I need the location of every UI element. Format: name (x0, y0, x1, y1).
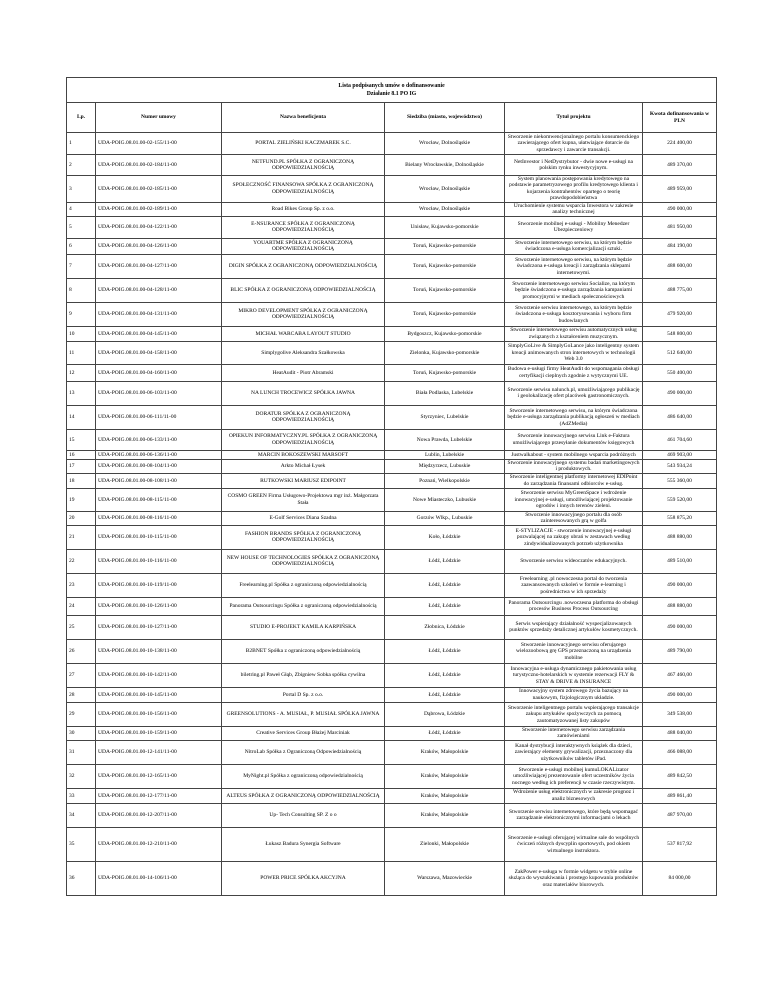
cell-lp: 16 (67, 450, 96, 459)
cell-siedziba: Łódź, Łódzkie (385, 726, 505, 740)
cell-numer-umowy: UDA-POIG.08.01.00-08-104/11-00 (96, 459, 222, 473)
cell-siedziba: Bydgoszcz, Kujawsko-pomorskie (385, 326, 505, 341)
cell-beneficjent: YOUARTME SPÓŁKA Z OGRANICZONĄ ODPOWIEDZIALNOŚCIĄ (222, 238, 385, 254)
cell-tytul: System planowania postępowania kredytowego na podstawie parametryzowego profilu kredytowego klienta i kojarzenia kontrahentów opartego o teorię prawdopodobieństwa (505, 176, 643, 203)
cell-lp: 4 (67, 202, 96, 216)
cell-beneficjent: MIKRO DEVELOPMENT SPÓŁKA Z OGRANICZONĄ ODPOWIEDZIALNOŚCIĄ (222, 302, 385, 326)
cell-beneficjent: COSMO GREEN Firma Usługowo-Projektowa mgr inż. Małgorzata Stała (222, 488, 385, 511)
cell-tytul: Stworzenie e-usługi mobilnej kumuLOKALizator umożliwiającej prezentowanie ofert uczestników życia nocnego według ich preferencji w czasie rzeczywistym. (505, 764, 643, 788)
cell-tytul: Stworzenie serwisu wideoczatów edukacyjnych. (505, 549, 643, 573)
table-row (67, 764, 717, 788)
cell-beneficjent: POWER PRICE SPÓŁKA AKCYJNA (222, 861, 385, 895)
cell-lp: 29 (67, 702, 96, 726)
table-row (67, 364, 717, 381)
cell-beneficjent: NETFUND.PL SPÓŁKA Z OGRANICZONĄ ODPOWIEDZIALNOŚCIĄ (222, 155, 385, 176)
cell-tytul: Wdrożenie usług elektronicznych w zakresie prognoz i analiz biznesowych (505, 788, 643, 803)
cell-numer-umowy: UDA-POIG.08.01.00-06-111/11-00 (96, 405, 222, 429)
cell-kwota: 559 520,00 (643, 488, 717, 511)
cell-tytul: Stworzenie innowacyjnego portalu dla osób zainteresowanych grą w golfa (505, 511, 643, 525)
header-siedziba: Siedziba (miasto, województwo) (385, 103, 505, 133)
cell-siedziba: Toruń, Kujawsko-pomorskie (385, 364, 505, 381)
cell-lp: 20 (67, 511, 96, 525)
table-row (67, 663, 717, 687)
cell-siedziba: Warszawa, Mazowieckie (385, 861, 505, 895)
table-row (67, 615, 717, 639)
cell-lp: 13 (67, 381, 96, 405)
cell-beneficjent: DORATUR SPÓŁKA Z OGRANICZONĄ ODPOWIEDZIALNOŚCIĄ (222, 405, 385, 429)
cell-beneficjent: PORTAL ZIELIŃSKI KACZMAREK S.C. (222, 133, 385, 155)
cell-siedziba: Nowe Miasteczko, Lubuskie (385, 488, 505, 511)
cell-kwota: 467 460,00 (643, 663, 717, 687)
cell-beneficjent: DIGIN SPÓŁKA Z OGRANICZONĄ ODPOWIEDZIALNOŚCIĄ (222, 254, 385, 278)
cell-tytul: Stworzenie internetowego serwisu, na którym będzie świadczona e-usługa komercjalizacji sztuki. (505, 238, 643, 254)
cell-numer-umowy: UDA-POIG.08.01.00-10-142/11-00 (96, 663, 222, 687)
cell-numer-umowy: UDA-POIG.08.01.00-08-116/11-00 (96, 511, 222, 525)
table-row (67, 827, 717, 861)
cell-lp: 5 (67, 216, 96, 238)
cell-numer-umowy: UDA-POIG.08.01.00-04-122/11-00 (96, 216, 222, 238)
cell-kwota: 489 959,00 (643, 176, 717, 203)
cell-tytul: Justwalkabout - system mobilnego wsparcia podróżnych (505, 450, 643, 459)
table-row (67, 238, 717, 254)
cell-kwota: 489 861,40 (643, 788, 717, 803)
cell-siedziba: Toruń, Kujawsko-pomorskie (385, 238, 505, 254)
cell-lp: 34 (67, 803, 96, 827)
cell-kwota: 489 842,50 (643, 764, 717, 788)
cell-siedziba: Wrocław, Dolnośląskie (385, 202, 505, 216)
cell-tytul: Stworzenie internetowego serwisu, na którym świadczona będzie e-usługa zarządzania publikacją ogłoszeń w mediach (AdZMedia) (505, 405, 643, 429)
cell-kwota: 488 600,00 (643, 254, 717, 278)
table-row (67, 511, 717, 525)
cell-siedziba: Styrzyniec, Lubelskie (385, 405, 505, 429)
cell-tytul: Uruchomienie systemu wsparcia Inwestora w zakresie analizy technicznej (505, 202, 643, 216)
cell-siedziba: Wrocław, Dolnośląskie (385, 176, 505, 203)
cell-numer-umowy: UDA-POIG.08.01.00-02-184/11-00 (96, 155, 222, 176)
cell-kwota: 543 934,24 (643, 459, 717, 473)
cell-siedziba: Złobnica, Łódzkie (385, 615, 505, 639)
cell-siedziba: Toruń, Kujawsko-pomorskie (385, 278, 505, 302)
cell-lp: 26 (67, 639, 96, 663)
cell-kwota: 490 000,00 (643, 615, 717, 639)
cell-siedziba: Gorzów Wlkp., Lubuskie (385, 511, 505, 525)
cell-kwota: 84 000,00 (643, 861, 717, 895)
cell-numer-umowy: UDA-POIG.08.01.00-10-156/11-00 (96, 702, 222, 726)
cell-beneficjent: Łukasz Badura Synergia Software (222, 827, 385, 861)
cell-tytul: Stworzenie mobilnej e-usługi - Mobilny Menedzer Ubezpieczeniowy (505, 216, 643, 238)
table-row (67, 176, 717, 203)
cell-lp: 21 (67, 525, 96, 549)
cell-beneficjent: Road Bikes Group Sp. z o.o. (222, 202, 385, 216)
cell-numer-umowy: UDA-POIG.08.01.00-04-160/11-00 (96, 364, 222, 381)
cell-beneficjent: MICHAŁ WARCABA LAYOUT STUDIO (222, 326, 385, 341)
cell-numer-umowy: UDA-POIG.08.01.00-02-185/11-00 (96, 176, 222, 203)
cell-beneficjent: Creative Services Group Błażej Marciniak (222, 726, 385, 740)
cell-lp: 12 (67, 364, 96, 381)
cell-tytul: E-STYLIZACJE - stworzenie innowacyjnej e-usługi pozwalającej na zakupy ubrań w zestawach według zindywidualizowanych potrzeb użytkownika (505, 525, 643, 549)
cell-beneficjent: B2BNET Spółka z ograniczoną odpowiedzialnością (222, 639, 385, 663)
cell-tytul: Innowacyjna e-usługa dynamicznego pakietowania usług turystyczno-hotelarskich w systemie rezerwacji FLY & STAY & DRIVE & INSURANCE (505, 663, 643, 687)
cell-numer-umowy: UDA-POIG.08.01.00-12-165/11-00 (96, 764, 222, 788)
table-row (67, 459, 717, 473)
cell-lp: 24 (67, 597, 96, 615)
table-row (67, 473, 717, 488)
cell-beneficjent: GREENSOLUTIONS - A. MUSIAŁ, P. MUSIAŁ SPÓŁKA JAWNA (222, 702, 385, 726)
cell-kwota: 550 400,00 (643, 364, 717, 381)
cell-siedziba: Toruń, Kujawsko-pomorskie (385, 254, 505, 278)
cell-numer-umowy: UDA-POIG.08.01.00-02-189/11-00 (96, 202, 222, 216)
cell-numer-umowy: UDA-POIG.08.01.00-10-119/11-00 (96, 573, 222, 597)
cell-tytul: Stworzenie innowacyjnego serwisu Link e-Faktura umożliwiającego przesyłanie dokumentów księgowych (505, 429, 643, 450)
document-title (67, 78, 717, 103)
cell-beneficjent: Portal D Sp. z o.o. (222, 687, 385, 702)
cell-siedziba: Łódź, Łódzkie (385, 549, 505, 573)
cell-beneficjent: MARCIN BOKOSZEWSKI MARSOFT (222, 450, 385, 459)
cell-tytul: Stworzenie serwisu internetowego, które będą wspomagać zarządzanie elektronicznymi informacjami o lekach (505, 803, 643, 827)
table-row (67, 326, 717, 341)
cell-lp: 9 (67, 302, 96, 326)
cell-kwota: 555 360,00 (643, 473, 717, 488)
cell-numer-umowy: UDA-POIG.08.01.00-10-115/11-00 (96, 525, 222, 549)
table-row (67, 861, 717, 895)
cell-kwota: 490 000,00 (643, 202, 717, 216)
cell-siedziba: Kraków, Małopolskie (385, 764, 505, 788)
table-row (67, 202, 717, 216)
cell-lp: 23 (67, 573, 96, 597)
cell-kwota: 466 088,00 (643, 740, 717, 764)
cell-lp: 27 (67, 663, 96, 687)
cell-numer-umowy: UDA-POIG.08.01.00-08-115/11-00 (96, 488, 222, 511)
cell-kwota: 558 875,20 (643, 511, 717, 525)
cell-kwota: 548 800,00 (643, 326, 717, 341)
cell-siedziba: Kraków, Małopolskie (385, 788, 505, 803)
cell-kwota: 489 510,00 (643, 549, 717, 573)
cell-kwota: 461 704,60 (643, 429, 717, 450)
cell-siedziba: Łódź, Łódzkie (385, 597, 505, 615)
cell-numer-umowy: UDA-POIG.08.01.00-04-127/11-00 (96, 254, 222, 278)
cell-tytul: NetInvestor i NetDystrybutor - dwie nowe e-usługi na polskim rynku inwestycyjnym. (505, 155, 643, 176)
cell-kwota: 469 903,00 (643, 450, 717, 459)
title-row (67, 78, 717, 103)
cell-tytul: Stworzenie internetowego serwisu, na którym będzie świadczona e-usługa kreacji i zarządzania sklepami internetowymi. (505, 254, 643, 278)
header-beneficjent: Nazwa beneficjenta (222, 103, 385, 133)
table-row (67, 302, 717, 326)
cell-numer-umowy: UDA-POIG.08.01.00-06-103/11-00 (96, 381, 222, 405)
cell-numer-umowy: UDA-POIG.08.01.00-12-141/11-00 (96, 740, 222, 764)
cell-beneficjent: E-Golf Services Diana Szadna (222, 511, 385, 525)
cell-tytul: Budowa e-usługi firmy HeatAudit do wspomagania obsługi certyfikacji cieplnych zgodnie z wytycznymi UE. (505, 364, 643, 381)
header-lp: Lp. (67, 103, 96, 133)
cell-numer-umowy: UDA-POIG.08.01.00-06-133/11-00 (96, 429, 222, 450)
cell-siedziba: Łódź, Łódzkie (385, 639, 505, 663)
cell-lp: 33 (67, 788, 96, 803)
cell-beneficjent: Panorama Outsourcingu Spółka z ograniczoną odpowiedzialnością (222, 597, 385, 615)
cell-beneficjent: HeatAudit - Piotr Abramski (222, 364, 385, 381)
cell-tytul: Panorama Outsourcingu .nowoczesna platforma do obsługi procesów Business Process Outsourcing (505, 597, 643, 615)
cell-numer-umowy: UDA-POIG.08.01.00-04-131/11-00 (96, 302, 222, 326)
cell-beneficjent: OPIEKUN INFORMATYCZNY.PL SPÓŁKA Z OGRANICZONĄ ODPOWIEDZIALNOŚCIĄ (222, 429, 385, 450)
cell-siedziba: Koło, Łódzkie (385, 525, 505, 549)
cell-siedziba: Zielonka, Kujawsko-pomorskie (385, 341, 505, 364)
cell-siedziba: Łódź, Łódzkie (385, 687, 505, 702)
cell-tytul: Kanał dystrybucji interaktywnych książek dla dzieci, zawierający elementy grywalizacji, przeznaczony dla użytkowników tabletów iPad. (505, 740, 643, 764)
cell-kwota: 490 000,00 (643, 573, 717, 597)
cell-siedziba: Łódź, Łódzkie (385, 663, 505, 687)
cell-numer-umowy: UDA-POIG.08.01.00-04-158/11-00 (96, 341, 222, 364)
cell-kwota: 488 775,00 (643, 278, 717, 302)
cell-numer-umowy: UDA-POIG.08.01.00-10-145/11-00 (96, 687, 222, 702)
cell-lp: 2 (67, 155, 96, 176)
table-row (67, 429, 717, 450)
cell-numer-umowy: UDA-POIG.08.01.00-10-159/11-00 (96, 726, 222, 740)
cell-kwota: 486 640,00 (643, 405, 717, 429)
cell-lp: 36 (67, 861, 96, 895)
table-row (67, 254, 717, 278)
title-line-1: Lista podpisanych umów o dofinansowanie (338, 82, 445, 89)
cell-tytul: Stworzenie innowacyjnego systemu badań marketingowych i produktowych. (505, 459, 643, 473)
cell-lp: 19 (67, 488, 96, 511)
cell-siedziba: Biała Podlaska, Lubelskie (385, 381, 505, 405)
cell-numer-umowy: UDA-POIG.08.01.00-10-116/11-00 (96, 549, 222, 573)
cell-lp: 30 (67, 726, 96, 740)
cell-beneficjent: RUTKOWSKI MARIUSZ EDIPOINT (222, 473, 385, 488)
cell-siedziba: Nowa Prawda, Lubelskie (385, 429, 505, 450)
cell-kwota: 224 400,00 (643, 133, 717, 155)
cell-lp: 25 (67, 615, 96, 639)
table-row (67, 702, 717, 726)
cell-tytul: Stworzenie serwisu nalunch.pl, umożliwiającego publikację i geolokalizację ofert placówek gastronomicznych. (505, 381, 643, 405)
cell-beneficjent: SPOŁECZNOŚĆ FINANSOWA SPÓŁKA Z OGRANICZONĄ ODPOWIEDZIALNOŚCIĄ (222, 176, 385, 203)
cell-tytul: SimplyGoLive & SimplyGoLance jako inteligentny system kreacji animowanych stron internetowych w technologii Web 3.0 (505, 341, 643, 364)
cell-tytul: Stworzenie internetowego serwisu zarządzania zamówieniami (505, 726, 643, 740)
cell-tytul: Innowacyjny system zdrowego życia bazujący na naukowym, fizjologicznym układzie. (505, 687, 643, 702)
cell-tytul: Stworzenie serwisu internetowego, na którym będzie świadczona e-usługa kosztorysowania i wyboru firm budowlanych (505, 302, 643, 326)
cell-kwota: 484 190,00 (643, 238, 717, 254)
header-tytul: Tytuł projektu (505, 103, 643, 133)
cell-siedziba: Lublin, Lubelskie (385, 450, 505, 459)
header-kwota: Kwota dofinansowania w PLN (643, 103, 717, 133)
cell-siedziba: Łódź, Łódzkie (385, 573, 505, 597)
cell-tytul: ZakPower e-usługa w formie widgetu w trybie online służąca do wyszukiwania i prostego kupowania produktów oraz materiałów biurowych. (505, 861, 643, 895)
table-row (67, 278, 717, 302)
cell-kwota: 489 790,00 (643, 639, 717, 663)
cell-beneficjent: ALTEUS SPÓŁKA Z OGRANICZONĄ ODPOWIEDZIALNOŚCIĄ (222, 788, 385, 803)
cell-beneficjent: MyNight.pl Spółka z ograniczoną odpowiedzialnością (222, 764, 385, 788)
cell-tytul: Stworzenie inteligentnego portalu wspierającego transakcje zakupu artykułów spożywczych za pomocą zautomatyzowanej listy zakupów (505, 702, 643, 726)
cell-beneficjent: Arkto Michał Łysek (222, 459, 385, 473)
table-row (67, 597, 717, 615)
cell-kwota: 512 640,00 (643, 341, 717, 364)
cell-numer-umowy: UDA-POIG.08.01.00-10-127/11-00 (96, 615, 222, 639)
cell-kwota: 488 880,00 (643, 525, 717, 549)
cell-lp: 18 (67, 473, 96, 488)
cell-siedziba: Kraków, Małopolskie (385, 740, 505, 764)
cell-tytul: Stworzenie serwisu MyGreenSpace i wdrożenie innowacyjnej e-usługi, umożliwiającej projektowanie ogrodów i innych terenów zieleni. (505, 488, 643, 511)
cell-lp: 15 (67, 429, 96, 450)
cell-beneficjent: BLIC SPÓŁKA Z OGRANICZONĄ ODPOWIEDZIALNOŚCIĄ (222, 278, 385, 302)
cell-beneficjent: E-NSURANCE SPÓŁKA Z OGRANICZONĄ ODPOWIEDZIALNOŚCIĄ (222, 216, 385, 238)
cell-numer-umowy: UDA-POIG.08.01.00-04-128/11-00 (96, 278, 222, 302)
cell-lp: 14 (67, 405, 96, 429)
table-row (67, 549, 717, 573)
cell-tytul: Stworzenie internetowego serwisu automatycznych usług związanych z kształceniem muzycznym. (505, 326, 643, 341)
cell-lp: 28 (67, 687, 96, 702)
cell-beneficjent: FASHION BRANDS SPÓŁKA Z OGRANICZONĄ ODPOWIEDZIALNOŚCIĄ (222, 525, 385, 549)
table-row (67, 639, 717, 663)
cell-numer-umowy: UDA-POIG.08.01.00-12-177/11-00 (96, 788, 222, 803)
cell-kwota: 479 920,00 (643, 302, 717, 326)
cell-lp: 17 (67, 459, 96, 473)
header-numer-umowy: Numer umowy (96, 103, 222, 133)
cell-lp: 6 (67, 238, 96, 254)
table-row (67, 341, 717, 364)
cell-numer-umowy: UDA-POIG.08.01.00-08-108/11-00 (96, 473, 222, 488)
table-row (67, 788, 717, 803)
cell-tytul: Stworzenie inteligentnej platformy internetowej EDIPoint do zarządzania finansami odbiorców e-usług. (505, 473, 643, 488)
cell-lp: 11 (67, 341, 96, 364)
table-row (67, 573, 717, 597)
cell-numer-umowy: UDA-POIG.08.01.00-02-155/11-00 (96, 133, 222, 155)
cell-beneficjent: NA LUNCH TROCEWICZ SPÓŁKA JAWNA (222, 381, 385, 405)
table-row (67, 803, 717, 827)
cell-kwota: 487 970,00 (643, 803, 717, 827)
cell-kwota: 349 538,00 (643, 702, 717, 726)
cell-siedziba: Dąbrowa, Łódzkie (385, 702, 505, 726)
cell-numer-umowy: UDA-POIG.08.01.00-14-106/11-00 (96, 861, 222, 895)
cell-numer-umowy: UDA-POIG.08.01.00-12-210/11-00 (96, 827, 222, 861)
table-row (67, 488, 717, 511)
cell-siedziba: Międzyrzecz, Lubuskie (385, 459, 505, 473)
cell-tytul: Stworzenie internetowego serwisu Socialize, na którym będzie świadczona e-usługa zarządzania kampaniami promocyjnymi w mediach społecznościowych (505, 278, 643, 302)
cell-kwota: 490 000,00 (643, 381, 717, 405)
cell-siedziba: Kraków, Małopolskie (385, 803, 505, 827)
contracts-table (66, 77, 717, 896)
cell-lp: 7 (67, 254, 96, 278)
cell-beneficjent: Freelearning.pl Spółka z ograniczoną odpowiedzialnością (222, 573, 385, 597)
table-row (67, 133, 717, 155)
cell-siedziba: Unisław, Kujawsko-pomorskie (385, 216, 505, 238)
cell-numer-umowy: UDA-POIG.08.01.00-10-138/11-00 (96, 639, 222, 663)
cell-numer-umowy: UDA-POIG.08.01.00-04-145/11-00 (96, 326, 222, 341)
cell-siedziba: Poznań, Wielkopolskie (385, 473, 505, 488)
cell-lp: 1 (67, 133, 96, 155)
table-row (67, 525, 717, 549)
header-row (67, 103, 717, 133)
table-row (67, 450, 717, 459)
cell-lp: 22 (67, 549, 96, 573)
cell-numer-umowy: UDA-POIG.08.01.00-06-136/11-00 (96, 450, 222, 459)
cell-siedziba: Zielonki, Małopolskie (385, 827, 505, 861)
table-row (67, 216, 717, 238)
table-row (67, 381, 717, 405)
cell-kwota: 490 000,00 (643, 687, 717, 702)
cell-lp: 31 (67, 740, 96, 764)
cell-numer-umowy: UDA-POIG.08.01.00-12-207/11-00 (96, 803, 222, 827)
cell-siedziba: Wrocław, Dolnośląskie (385, 133, 505, 155)
cell-numer-umowy: UDA-POIG.08.01.00-04-126/11-00 (96, 238, 222, 254)
cell-beneficjent: Up- Tech Consulting SP. Z o o (222, 803, 385, 827)
cell-beneficjent: Simplygolive Aleksandra Szałkowska (222, 341, 385, 364)
table-body (67, 133, 717, 896)
cell-lp: 8 (67, 278, 96, 302)
cell-tytul: Serwis wspierający działalność wyspecjalizowanych punktów sprzedaży detalicznej artykułów kosmetycznych. (505, 615, 643, 639)
cell-tytul: Stworzenie e-usługi oferującej wirtualne sale do wspólnych ćwiczeń różnych dyscyplin sportowych, pod okiem wirtualnego instruktora. (505, 827, 643, 861)
cell-numer-umowy: UDA-POIG.08.01.00-10-126/11-00 (96, 597, 222, 615)
cell-siedziba: Toruń, Kujawsko-pomorskie (385, 302, 505, 326)
table-row (67, 155, 717, 176)
title-line-2: Działanie 8.1 PO IG (366, 91, 417, 97)
table-row (67, 726, 717, 740)
cell-kwota: 488 040,00 (643, 726, 717, 740)
cell-lp: 32 (67, 764, 96, 788)
cell-kwota: 488 880,00 (643, 597, 717, 615)
table-row (67, 687, 717, 702)
cell-tytul: Stworzenie innowacyjnego serwisu oferującego wielozoobową grę GPS przeznaczoną na urządzenia mobilne (505, 639, 643, 663)
cell-tytul: Stworzenie niekomwencjonalnego portalu konsumenckiego zawierającego ofert kupna, ułatwiające dotarcie do sprzedawcy i zawarcie transakcji. (505, 133, 643, 155)
cell-kwota: 537 817,92 (643, 827, 717, 861)
cell-beneficjent: NitroLab Spółka z Ograniczoną Odpowiedzialnością (222, 740, 385, 764)
cell-beneficjent: NEW HOUSE OF TECHNOLOGIES SPÓŁKA Z OGRANICZONĄ ODPOWIEDZIALNOŚCIĄ (222, 549, 385, 573)
cell-tytul: Freelearning .pl nowoczesna portal do tworzenia zaawansowanych szkoleń w formie e-learning i pośrednictwa w ich sprzedaży (505, 573, 643, 597)
cell-kwota: 489 370,00 (643, 155, 717, 176)
cell-lp: 35 (67, 827, 96, 861)
cell-beneficjent: biletring.pl Paweł Głąb, Zbigniew Sobka spółka cywilna (222, 663, 385, 687)
cell-lp: 10 (67, 326, 96, 341)
table-row (67, 740, 717, 764)
table-row (67, 405, 717, 429)
cell-beneficjent: STUDIO E-PROJEKT KAMILA KARPIŃSKA (222, 615, 385, 639)
cell-lp: 3 (67, 176, 96, 203)
cell-kwota: 481 950,00 (643, 216, 717, 238)
cell-siedziba: Bielany Wrocławskie, Dolnośląskie (385, 155, 505, 176)
